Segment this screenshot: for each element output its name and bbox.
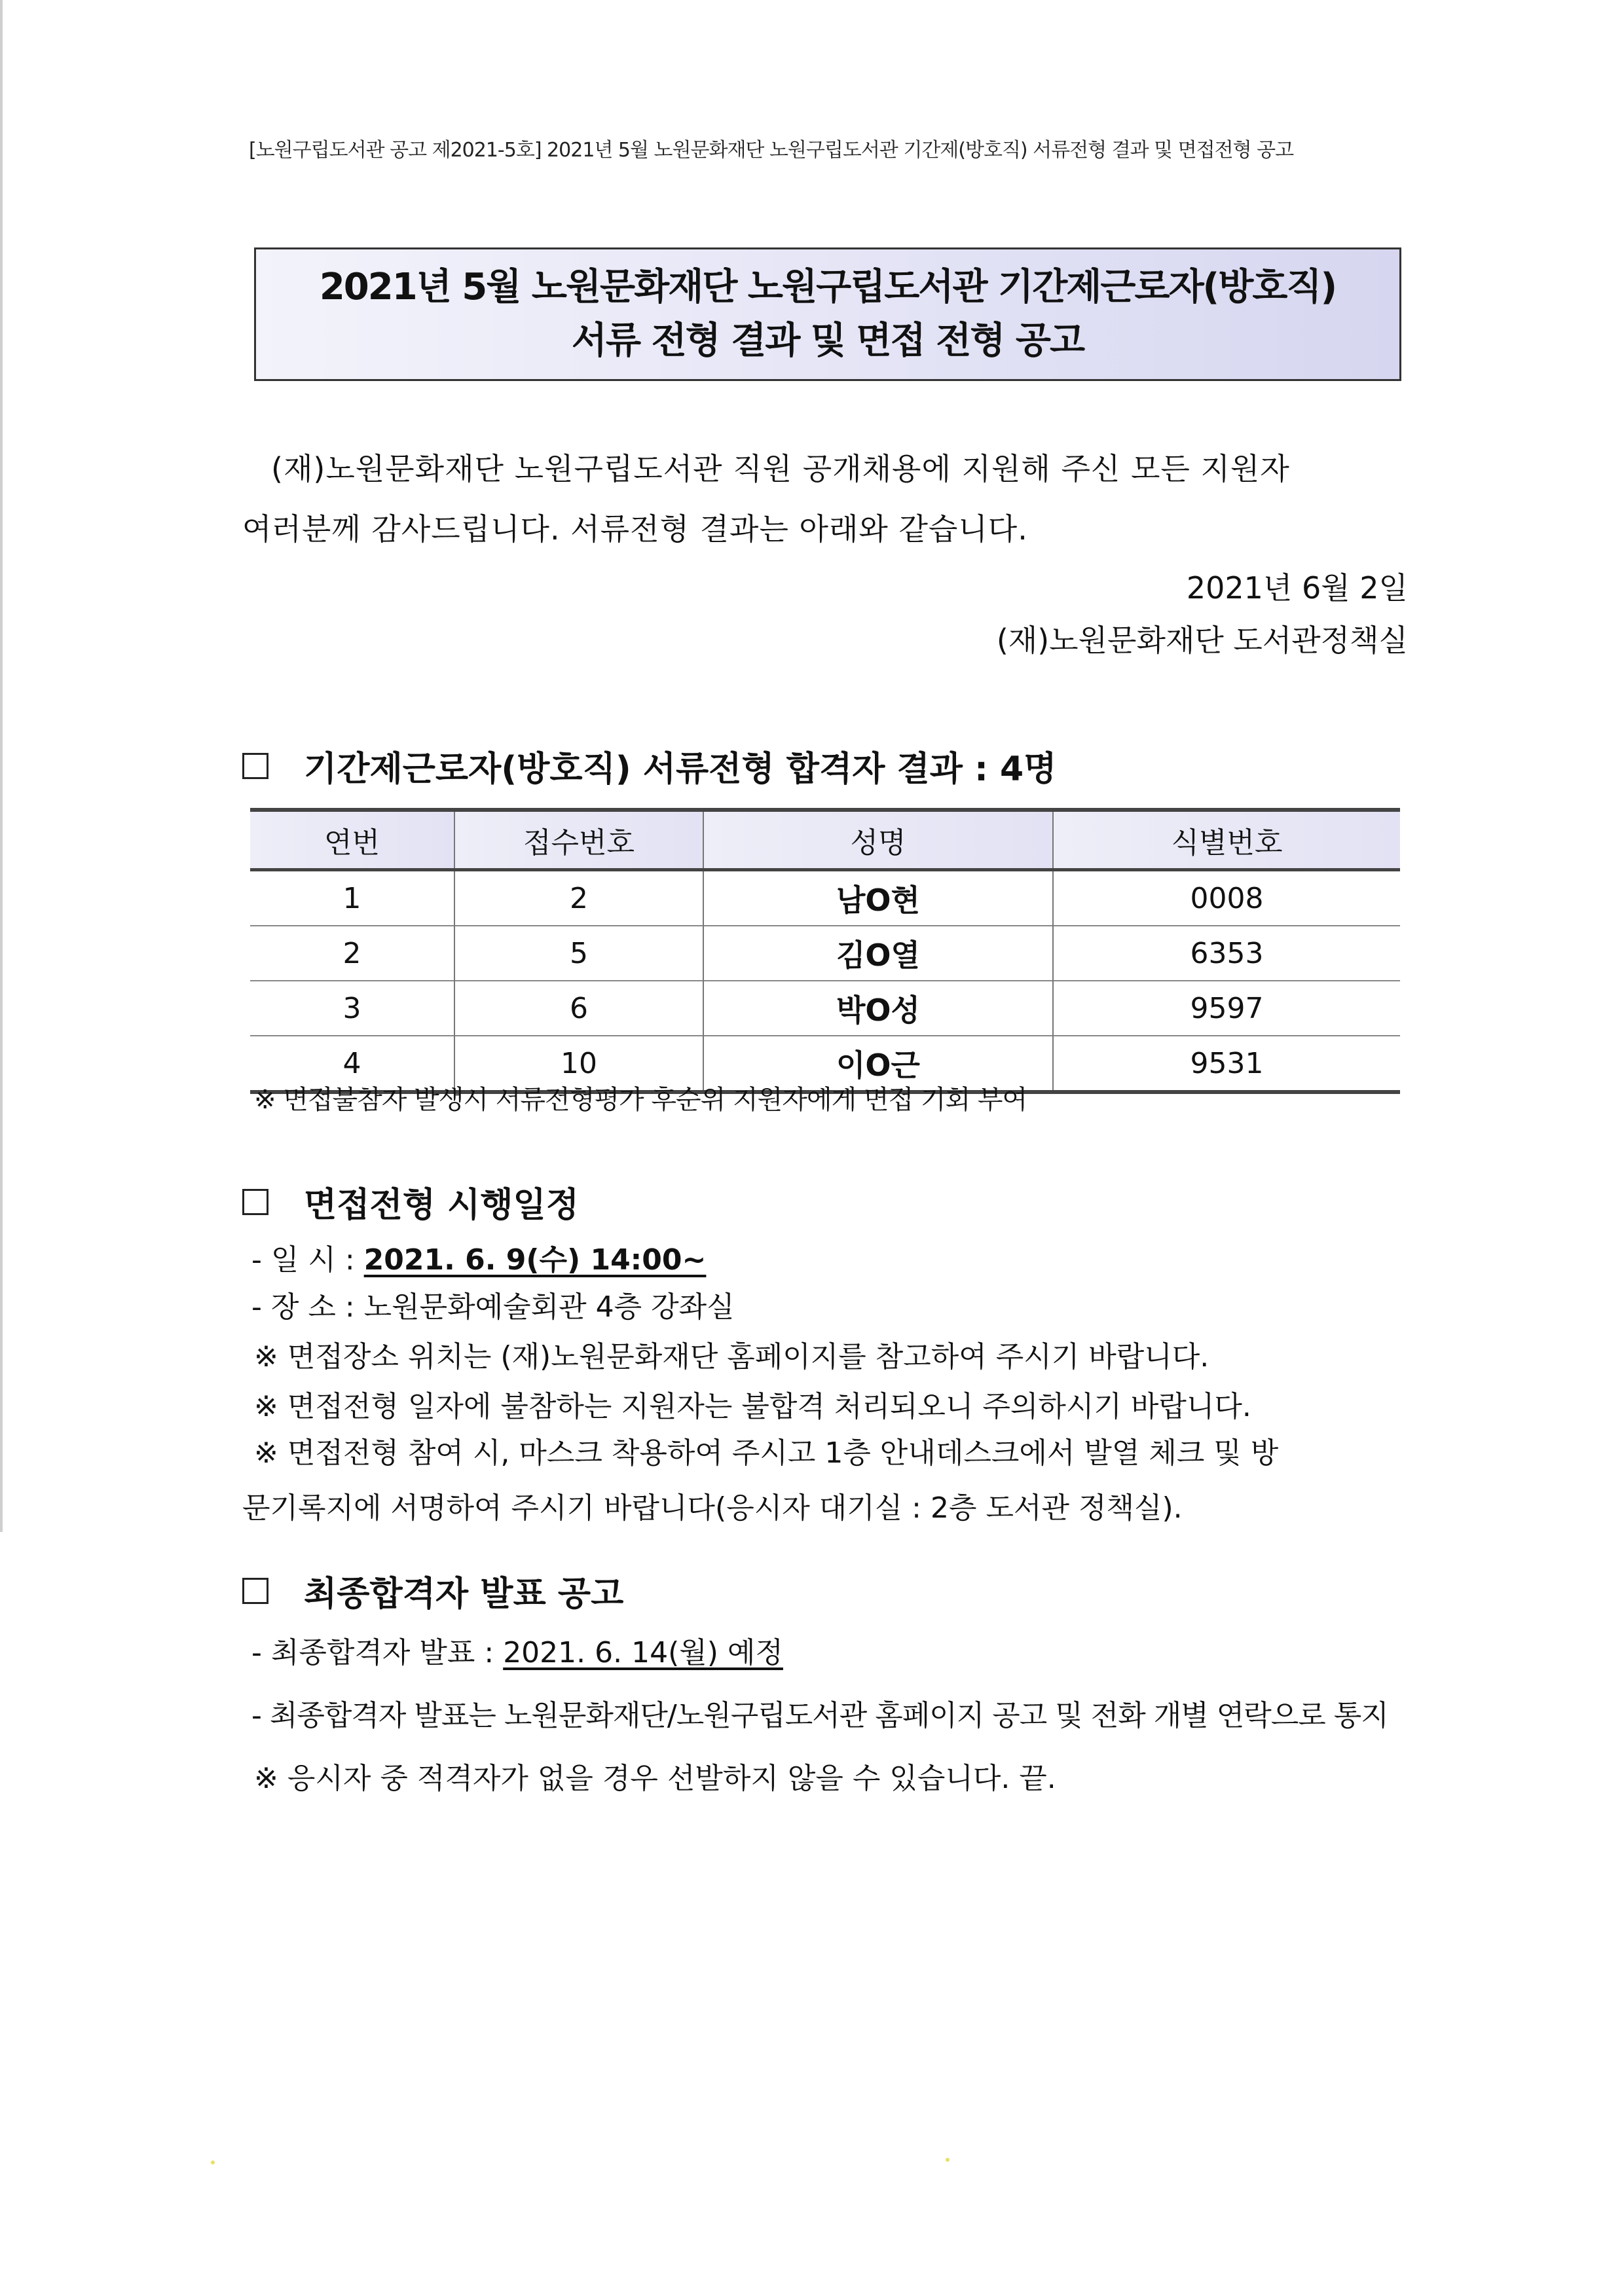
datetime-label: - 일 시 : [251, 1243, 364, 1277]
final-announce-date [251, 1629, 783, 1671]
interview-note-3-line-1: ※ 면접전형 참여 시, 마스크 착용하여 주시고 1층 안내데스크에서 발열 체크 및 방 [254, 1436, 1279, 1470]
section-results-heading [242, 741, 1056, 790]
interview-note-2: ※ 면접전형 일자에 불참하는 지원자는 불합격 처리되오니 주의하시기 바랍니다. [254, 1390, 1251, 1423]
signoff-org: (재)노원문화재단 도서관정책실 [996, 623, 1408, 658]
signoff [997, 562, 1408, 666]
intro-paragraph [242, 439, 1408, 559]
section-interview-heading [242, 1177, 579, 1226]
checkbox-square-icon [242, 1189, 268, 1215]
closing-note: ※ 응시자 중 적격자가 없을 경우 선발하지 않을 수 있습니다. 끝. [254, 1762, 1056, 1795]
results-table [250, 808, 1400, 1094]
cell-name: 이O근 [703, 1036, 1053, 1092]
table-row [250, 981, 1400, 1036]
cell-id: 6353 [1053, 926, 1400, 981]
cell-id: 9531 [1053, 1036, 1400, 1092]
scan-speck [211, 2160, 215, 2164]
interview-note-3 [242, 1426, 1401, 1536]
datetime-value: 2021. 6. 9(수) 14:00~ [363, 1243, 707, 1277]
cell-receipt: 2 [454, 870, 703, 926]
interview-place [251, 1283, 735, 1325]
col-header-receipt: 접수번호 [454, 810, 703, 870]
title-box [254, 247, 1401, 381]
cell-name: 남O현 [703, 870, 1053, 926]
checkbox-square-icon [242, 1578, 268, 1604]
col-header-id: 식별번호 [1053, 810, 1400, 870]
scan-edge [0, 0, 3, 1532]
cell-name: 박O성 [703, 981, 1053, 1036]
announce-value: 2021. 6. 14(월) 예정 [503, 1636, 783, 1669]
interview-note-1: ※ 면접장소 위치는 (재)노원문화재단 홈페이지를 참고하여 주시기 바랍니다. [254, 1340, 1209, 1374]
cell-seq: 3 [250, 981, 454, 1036]
cell-id: 0008 [1053, 870, 1400, 926]
checkbox-square-icon [242, 753, 268, 779]
final-notify: - 최종합격자 발표는 노원문화재단/노원구립도서관 홈페이지 공고 및 전화 개별 연락으로 통지 [251, 1699, 1388, 1732]
col-header-seq: 연번 [250, 810, 454, 870]
intro-line-2: 여러분께 감사드립니다. 서류전형 결과는 아래와 같습니다. [242, 511, 1028, 547]
cell-seq: 2 [250, 926, 454, 981]
col-header-name: 성명 [703, 810, 1053, 870]
scan-speck [946, 2158, 950, 2162]
place-label: - 장 소 : [251, 1290, 364, 1324]
signoff-date: 2021년 6월 2일 [1186, 570, 1408, 606]
announce-label: - 최종합격자 발표 : [251, 1636, 504, 1669]
section-results-title: 기간제근로자(방호직) 서류전형 합격자 결과 : 4명 [304, 750, 1057, 789]
section-interview-title: 면접전형 시행일정 [304, 1186, 579, 1225]
place-value: 노원문화예술회관 4층 강좌실 [363, 1290, 735, 1324]
cell-name: 김O열 [703, 926, 1053, 981]
results-note: ※ 면접불참자 발생시 서류전형평가 후순위 지원자에게 면접 기회 부여 [254, 1085, 1027, 1115]
section-final-title: 최종합격자 발표 공고 [304, 1575, 624, 1614]
intro-line-1: (재)노원문화재단 노원구립도서관 직원 공개채용에 지원해 주신 모든 지원자 [271, 451, 1290, 486]
title-line-2: 서류 전형 결과 및 면접 전형 공고 [571, 319, 1084, 362]
cell-seq: 1 [250, 870, 454, 926]
interview-datetime [251, 1236, 706, 1278]
cell-receipt: 6 [454, 981, 703, 1036]
interview-note-3-line-2: 문기록지에 서명하여 주시기 바랍니다(응시자 대기실 : 2층 도서관 정책실). [242, 1491, 1183, 1525]
cell-seq: 4 [250, 1036, 454, 1092]
title-line-1: 2021년 5월 노원문화재단 노원구립도서관 기간제근로자(방호직) [319, 266, 1337, 308]
table-row [250, 870, 1400, 926]
cell-id: 9597 [1053, 981, 1400, 1036]
announcement-header: [노원구립도서관 공고 제2021-5호] 2021년 5월 노원문화재단 노원구립도서관 기간제(방호직) 서류전형 결과 및 면접전형 공고 [249, 139, 1294, 162]
table-header-row [250, 810, 1400, 870]
cell-receipt: 5 [454, 926, 703, 981]
section-final-heading [242, 1566, 623, 1615]
table-row [250, 926, 1400, 981]
cell-receipt: 10 [454, 1036, 703, 1092]
